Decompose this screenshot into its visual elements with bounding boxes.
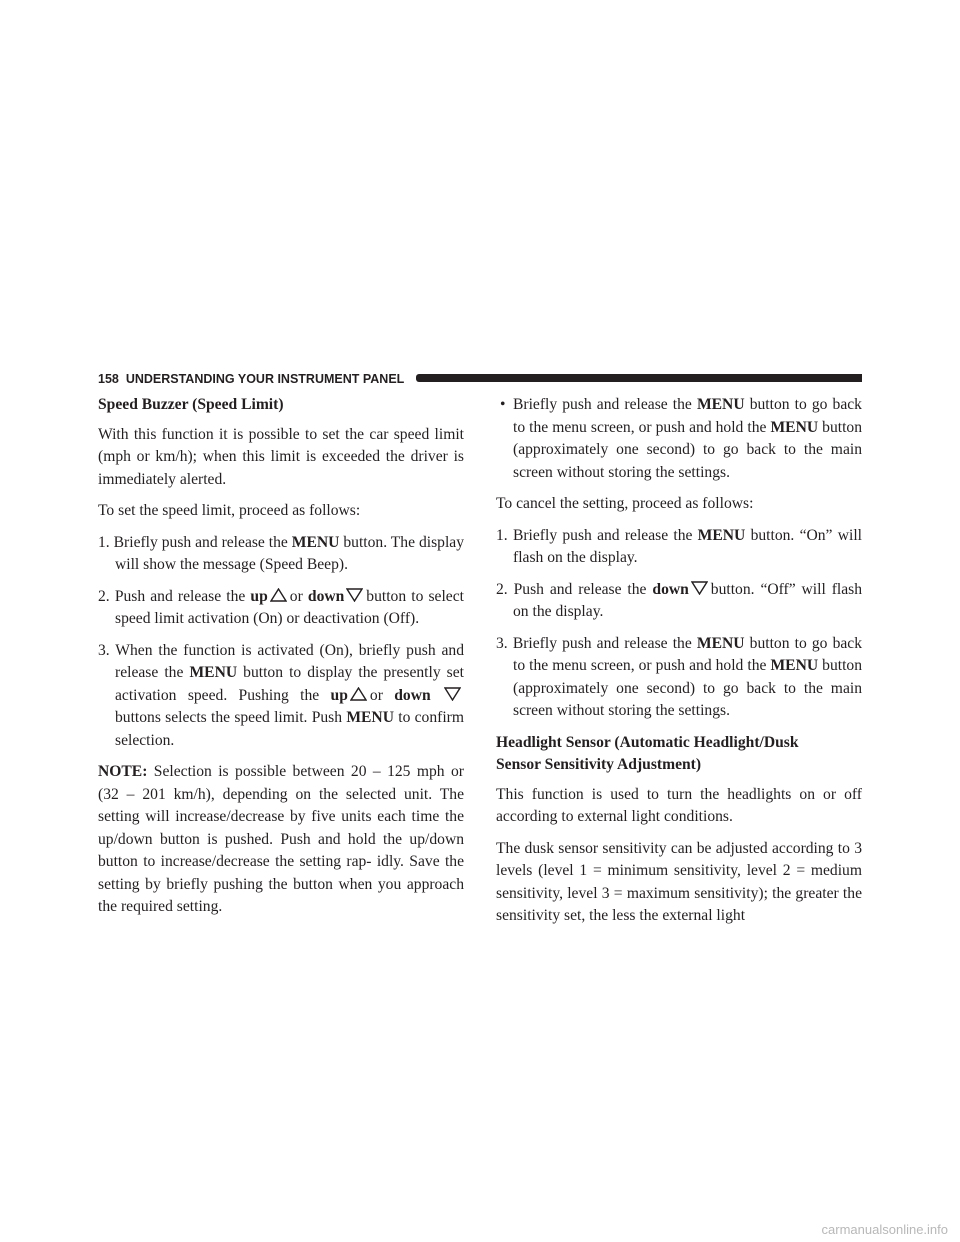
page-header — [98, 370, 862, 388]
down-keyword: down — [652, 580, 689, 598]
bullet-dot: • — [500, 396, 506, 413]
left-step-3: 3. When the function is activated (On), briefly push and release the MENU button to display the presently set activation speed. Pushing the up or down buttons selects the speed limit. Push MENU to confirm selection. — [98, 641, 465, 749]
speed-buzzer-heading: Speed Buzzer (Speed Limit) — [98, 396, 284, 413]
cancel-paragraph: To cancel the setting, proceed as follows: — [496, 495, 754, 512]
down-triangle-icon — [691, 581, 708, 595]
intro-paragraph: With this function it is possible to set the car speed limit (mph or km/h); when this limit is exceeded the driver is immediately alerted. — [98, 425, 464, 488]
down-triangle-icon — [444, 687, 461, 701]
right-step-2: 2. Push and release the down button. “Off” will flash on the display. — [496, 580, 863, 620]
menu-keyword: MENU — [697, 526, 746, 544]
note-paragraph: NOTE: Selection is possible between 20 – 125 mph or (32 – 201 km/h), depending on the selected unit. The setting will increase/decrease by five units each time the up/down button is pushed. Push and hold the up/down button to increase/decrease the setting rap- idly. Save the setting by briefly pushing the button when you approach the required setting. — [98, 763, 464, 915]
header-text — [98, 370, 404, 388]
menu-keyword: MENU — [346, 709, 394, 726]
menu-keyword: MENU — [696, 396, 745, 413]
down-keyword: down — [394, 686, 431, 704]
right-step-3: 3. Briefly push and release the MENU button to go back to the menu screen, or push and hold the MENU button (approximately one second) to go back to the main screen without storing the settings. — [496, 634, 863, 719]
menu-keyword: MENU — [291, 533, 340, 551]
down-keyword: down — [307, 587, 345, 605]
left-column — [98, 394, 464, 928]
menu-keyword: MENU — [696, 634, 745, 652]
up-triangle-icon — [350, 687, 367, 701]
setup-paragraph: To set the speed limit, proceed as follows: — [98, 502, 361, 519]
section-title: UNDERSTANDING YOUR INSTRUMENT PANEL — [125, 372, 405, 386]
right-step-1: 1. Briefly push and release the MENU button. “On” will flash on the display. — [496, 526, 862, 566]
headlight-sensor-heading: Headlight Sensor (Automatic Headlight/Dusk Sensor Sensitivity Adjustment) — [496, 733, 799, 773]
up-keyword: up — [250, 587, 268, 605]
page-number: 158 — [98, 372, 119, 386]
headlight-paragraph-2: The dusk sensor sensitivity can be adjusted according to 3 levels (level 1 = minimum sensitivity, level 2 = medium sensitivity, level 3 = maximum sensitivity); the greater the sensitivity set, the less the external light — [496, 839, 862, 924]
up-triangle-icon — [270, 588, 287, 602]
up-keyword: up — [330, 686, 348, 704]
down-triangle-icon — [346, 588, 363, 602]
watermark-text: carmanualsonline.info — [821, 1222, 948, 1237]
menu-keyword: MENU — [770, 657, 819, 674]
bullet-item: • Briefly push and release the MENU button to go back to the menu screen, or push and hold the MENU button (approximately one second) to go back to the main screen without storing the settings. — [500, 396, 862, 481]
left-step-1: 1. Briefly push and release the MENU button. The display will show the message (Speed Beep). — [98, 533, 464, 573]
header-bar — [416, 374, 862, 382]
menu-keyword: MENU — [770, 418, 819, 436]
menu-keyword: MENU — [189, 664, 238, 681]
left-step-2: 2. Push and release the up or down button to select speed limit activation (On) or deactivation (Off). — [98, 587, 464, 627]
right-column — [496, 394, 862, 937]
note-label: NOTE: — [98, 763, 148, 780]
headlight-paragraph-1: This function is used to turn the headlights on or off according to external light conditions. — [496, 785, 862, 825]
